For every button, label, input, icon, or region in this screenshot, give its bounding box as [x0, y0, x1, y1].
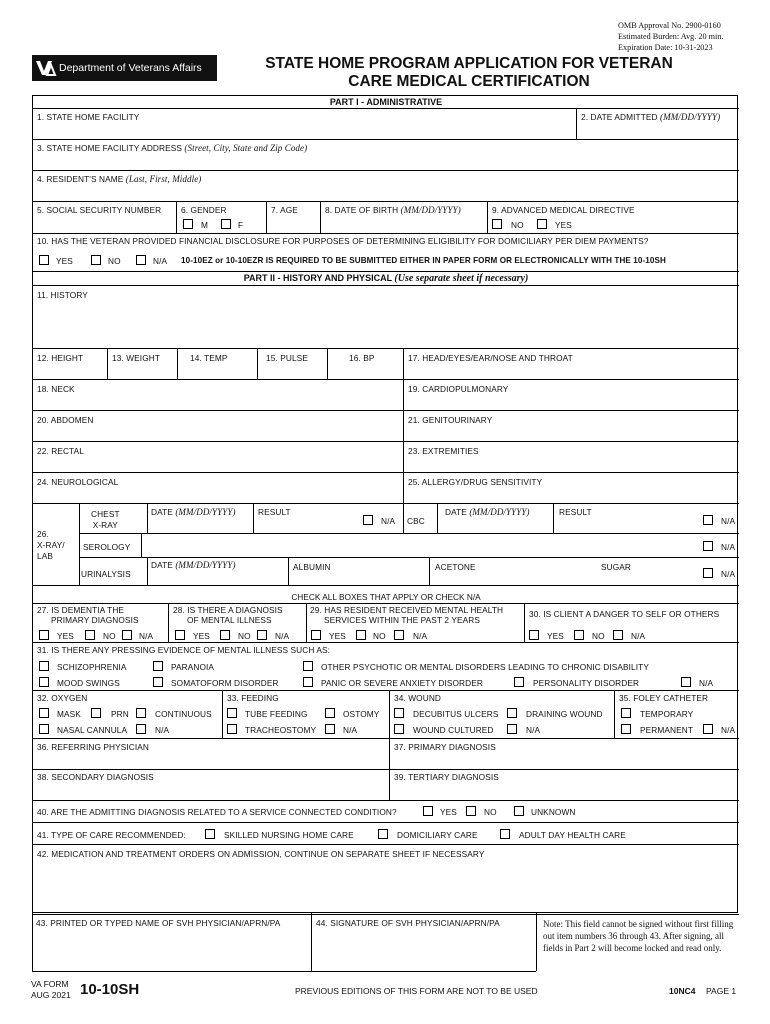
danger-na-checkbox[interactable]: [613, 630, 623, 640]
field-33-label: 33. FEEDING: [227, 693, 279, 703]
directive-no-checkbox[interactable]: [492, 219, 502, 229]
cbc-date-label: DATE (MM/DD/YYYY): [445, 507, 530, 517]
field-36-label: 36. REFERRING PHYSICIAN: [37, 742, 150, 752]
cbc-na-checkbox[interactable]: [703, 515, 713, 525]
mh-services-na-checkbox[interactable]: [394, 630, 404, 640]
field-28-label: 28. IS THERE A DIAGNOSIS OF MENTAL ILLNESS: [173, 605, 283, 625]
chest-na-checkbox[interactable]: [363, 515, 373, 525]
urinalysis-na-checkbox[interactable]: [703, 568, 713, 578]
chest-date-label: DATE (MM/DD/YYYY): [151, 507, 236, 517]
care-snh-label: SKILLED NURSING HOME CARE: [224, 830, 354, 840]
form-body: [32, 95, 738, 913]
field-14-label: 14. TEMP: [190, 353, 228, 363]
personality-checkbox[interactable]: [514, 677, 524, 687]
nasal-cannula-checkbox[interactable]: [39, 724, 49, 734]
mood-swings-checkbox[interactable]: [39, 677, 49, 687]
cbc-result-label: RESULT: [559, 507, 592, 517]
chest-xray-label: CHEST X-RAY: [91, 509, 120, 530]
field-12-label: 12. HEIGHT: [37, 353, 84, 363]
field-22-label: 22. RECTAL: [37, 446, 84, 456]
albumin-label: ALBUMIN: [293, 562, 331, 572]
paranoia-checkbox[interactable]: [153, 661, 163, 671]
footer-code: 10NC4: [669, 986, 696, 996]
va-logo-banner: [32, 55, 217, 81]
field-44-label: 44. SIGNATURE OF SVH PHYSICIAN/APRN/PA: [316, 918, 500, 928]
directive-yes-checkbox[interactable]: [537, 219, 547, 229]
service-connected-yes-checkbox[interactable]: [423, 806, 433, 816]
field-17-label: 17. HEAD/EYES/EAR/NOSE AND THROAT: [408, 353, 573, 363]
check-all-note: CHECK ALL BOXES THAT APPLY OR CHECK N/A: [291, 592, 481, 602]
field-31-label: 31. IS THERE ANY PRESSING EVIDENCE OF MENTAL ILLNESS SUCH AS:: [37, 645, 331, 655]
dementia-na-checkbox[interactable]: [122, 630, 132, 640]
mh-services-yes-checkbox[interactable]: [311, 630, 321, 640]
wound-cultured-label: WOUND CULTURED: [413, 725, 494, 735]
service-connected-unknown-label: UNKNOWN: [531, 807, 576, 817]
wound-cultured-checkbox[interactable]: [394, 724, 404, 734]
dementia-yes-label: YES: [57, 631, 74, 641]
service-connected-no-checkbox[interactable]: [466, 806, 476, 816]
disclosure-no-checkbox[interactable]: [91, 255, 101, 265]
danger-no-checkbox[interactable]: [574, 630, 584, 640]
tracheostomy-label: TRACHEOSTOMY: [245, 725, 317, 735]
agency-name: Department of Veterans Affairs: [59, 62, 202, 74]
part-1-heading: PART I - ADMINISTRATIVE: [329, 97, 443, 107]
field-40-label: 40. ARE THE ADMITTING DIAGNOSIS RELATED TO A SERVICE CONNECTED CONDITION?: [37, 807, 397, 817]
mh-services-no-checkbox[interactable]: [356, 630, 366, 640]
mh-services-yes-label: YES: [329, 631, 346, 641]
field-5-label: 5. SOCIAL SECURITY NUMBER: [37, 205, 162, 215]
field-35-label: 35. FOLEY CATHETER: [619, 693, 709, 703]
mental-dx-no-label: NO: [238, 631, 251, 641]
mental-dx-yes-checkbox[interactable]: [175, 630, 185, 640]
field-39-label: 39. TERTIARY DIAGNOSIS: [394, 772, 499, 782]
field-25-label: 25. ALLERGY/DRUG SENSITIVITY: [408, 477, 543, 487]
field-30-label: 30. IS CLIENT A DANGER TO SELF OR OTHERS: [529, 609, 720, 619]
field-3-label: 3. STATE HOME FACILITY ADDRESS (Street, City, State and Zip Code): [37, 143, 308, 153]
wound-na-label: N/A: [526, 725, 541, 735]
footer-va-form: VA FORM: [31, 979, 69, 989]
directive-no-label: NO: [511, 220, 524, 230]
schizophrenia-checkbox[interactable]: [39, 661, 49, 671]
dementia-no-checkbox[interactable]: [85, 630, 95, 640]
gender-f-label: F: [238, 220, 244, 230]
part-2-heading: PART II - HISTORY AND PHYSICAL (Use separate sheet if necessary): [243, 273, 529, 284]
mh-services-no-label: NO: [373, 631, 386, 641]
field-21-label: 21. GENITOURINARY: [408, 415, 493, 425]
panic-label: PANIC OR SEVERE ANXIETY DISORDER: [321, 678, 483, 688]
panic-checkbox[interactable]: [303, 677, 313, 687]
oxygen-mask-checkbox[interactable]: [39, 708, 49, 718]
field-37-label: 37. PRIMARY DIAGNOSIS: [394, 742, 496, 752]
tube-feeding-checkbox[interactable]: [227, 708, 237, 718]
dementia-na-label: N/A: [139, 631, 154, 641]
mental-na-checkbox[interactable]: [681, 677, 691, 687]
oxygen-continuous-checkbox[interactable]: [136, 708, 146, 718]
care-snh-checkbox[interactable]: [205, 829, 215, 839]
draining-wound-label: DRAINING WOUND: [526, 709, 603, 719]
mood-swings-label: MOOD SWINGS: [57, 678, 120, 688]
field-10-label: 10. HAS THE VETERAN PROVIDED FINANCIAL DISCLOSURE FOR PURPOSES OF DETERMINING ELIGIBILITY FOR DOMICILIARY PER DIEM PAYMENTS?: [37, 236, 649, 246]
field-15-label: 15. PULSE: [266, 353, 308, 363]
field-43-label: 43. PRINTED OR TYPED NAME OF SVH PHYSICIAN/APRN/PA: [36, 918, 281, 928]
decubitus-checkbox[interactable]: [394, 708, 404, 718]
somatoform-label: SOMATOFORM DISORDER: [171, 678, 279, 688]
field-20-label: 20. ABDOMEN: [37, 415, 94, 425]
serology-na-label: N/A: [721, 542, 736, 552]
dementia-no-label: NO: [103, 631, 116, 641]
field-27-label: 27. IS DEMENTIA THE PRIMARY DIAGNOSIS: [37, 605, 139, 625]
mental-dx-na-label: N/A: [275, 631, 290, 641]
oxygen-mask-label: MASK: [57, 709, 81, 719]
somatoform-checkbox[interactable]: [153, 677, 163, 687]
mental-na-label: N/A: [699, 678, 714, 688]
danger-yes-checkbox[interactable]: [529, 630, 539, 640]
field-24-label: 24. NEUROLOGICAL: [37, 477, 119, 487]
disclosure-no-label: NO: [108, 256, 121, 266]
urinalysis-na-label: N/A: [721, 569, 736, 579]
mh-services-na-label: N/A: [413, 631, 428, 641]
field-18-label: 18. NECK: [37, 384, 75, 394]
field-1-label: 1. STATE HOME FACILITY: [37, 112, 140, 122]
foley-temporary-label: TEMPORARY: [640, 709, 694, 719]
decubitus-label: DECUBITUS ULCERS: [413, 709, 499, 719]
oxygen-na-checkbox[interactable]: [136, 724, 146, 734]
foley-na-label: N/A: [721, 725, 736, 735]
service-connected-unknown-checkbox[interactable]: [514, 806, 524, 816]
danger-na-label: N/A: [631, 631, 646, 641]
omb-info: [618, 20, 723, 53]
other-psychotic-label: OTHER PSYCHOTIC OR MENTAL DISORDERS LEADING TO CHRONIC DISABILITY: [321, 662, 649, 672]
urinalysis-label: URINALYSIS: [81, 569, 131, 579]
care-dom-checkbox[interactable]: [378, 829, 388, 839]
signature-note: Note: This field cannot be signed without first filling out item numbers 36 through 43. After signing, all fields in Part 2 will become locked and read only.: [543, 919, 734, 953]
paranoia-label: PARANOIA: [171, 662, 215, 672]
urinalysis-date-label: DATE (MM/DD/YYYY): [151, 560, 236, 570]
sugar-label: SUGAR: [601, 562, 632, 572]
directive-yes-label: YES: [555, 220, 572, 230]
oxygen-prn-checkbox[interactable]: [91, 708, 101, 718]
field-9-label: 9. ADVANCED MEDICAL DIRECTIVE: [492, 205, 635, 215]
tube-feeding-label: TUBE FEEDING: [245, 709, 308, 719]
field-13-label: 13. WEIGHT: [112, 353, 161, 363]
va-seal-icon: [35, 58, 57, 78]
chest-result-label: RESULT: [258, 507, 291, 517]
field-29-label: 29. HAS RESIDENT RECEIVED MENTAL HEALTH SERVICES WITHIN THE PAST 2 YEARS: [310, 605, 504, 625]
field-16-label: 16. BP: [349, 353, 375, 363]
form-title: [239, 55, 699, 91]
field-8-label: 8. DATE OF BIRTH (MM/DD/YYYY): [325, 205, 461, 215]
title-line-1: STATE HOME PROGRAM APPLICATION FOR VETERAN: [265, 55, 673, 72]
serology-na-checkbox[interactable]: [703, 541, 713, 551]
footer-form-info: [31, 979, 71, 1001]
schizophrenia-label: SCHIZOPHRENIA: [57, 662, 127, 672]
field-2-label: 2. DATE ADMITTED (MM/DD/YYYY): [581, 112, 721, 122]
service-connected-yes-label: YES: [440, 807, 457, 817]
oxygen-prn-label: PRN: [111, 709, 129, 719]
nasal-cannula-label: NASAL CANNULA: [57, 725, 128, 735]
care-adhc-checkbox[interactable]: [500, 829, 510, 839]
footer-page: PAGE 1: [706, 986, 737, 996]
wound-na-checkbox[interactable]: [507, 724, 517, 734]
oxygen-na-label: N/A: [155, 725, 170, 735]
serology-label: SEROLOGY: [83, 542, 131, 552]
omb-approval: OMB Approval No. 2900-0160: [618, 21, 721, 30]
ostomy-checkbox[interactable]: [325, 708, 335, 718]
mental-dx-yes-label: YES: [193, 631, 210, 641]
form-header: [32, 55, 738, 95]
disclosure-yes-label: YES: [56, 256, 73, 266]
field-6-label: 6. GENDER: [181, 205, 227, 215]
care-adhc-label: ADULT DAY HEALTH CARE: [519, 830, 626, 840]
foley-permanent-label: PERMANENT: [640, 725, 693, 735]
tracheostomy-checkbox[interactable]: [227, 724, 237, 734]
acetone-label: ACETONE: [435, 562, 476, 572]
cbc-na-label: N/A: [721, 516, 736, 526]
disclosure-yes-checkbox[interactable]: [39, 255, 49, 265]
omb-expiration: Expiration Date: 10-31-2023: [618, 43, 713, 52]
cbc-label: CBC: [407, 516, 425, 526]
gender-m-checkbox[interactable]: [183, 219, 193, 229]
other-psychotic-checkbox[interactable]: [303, 661, 313, 671]
foley-na-checkbox[interactable]: [703, 724, 713, 734]
disclosure-note: 10-10EZ or 10-10EZR IS REQUIRED TO BE SUBMITTED EITHER IN PAPER FORM OR ELECTRONICALLY WITH THE 10-10SH: [181, 256, 666, 265]
foley-temporary-checkbox[interactable]: [621, 708, 631, 718]
field-7-label: 7. AGE: [271, 205, 298, 215]
chest-na-label: N/A: [381, 516, 396, 526]
mental-dx-na-checkbox[interactable]: [257, 630, 267, 640]
field-26-label: 26. X-RAY/ LAB: [37, 529, 65, 561]
field-38-label: 38. SECONDARY DIAGNOSIS: [37, 772, 154, 782]
care-dom-label: DOMICILIARY CARE: [397, 830, 478, 840]
feeding-na-label: N/A: [343, 725, 358, 735]
disclosure-na-checkbox[interactable]: [136, 255, 146, 265]
service-connected-no-label: NO: [484, 807, 497, 817]
omb-burden: Estimated Burden: Avg. 20 min.: [618, 32, 724, 41]
footer-date: AUG 2021: [31, 990, 71, 1000]
title-line-2: CARE MEDICAL CERTIFICATION: [348, 73, 590, 90]
foley-permanent-checkbox[interactable]: [621, 724, 631, 734]
ostomy-label: OSTOMY: [343, 709, 380, 719]
field-34-label: 34. WOUND: [394, 693, 441, 703]
danger-yes-label: YES: [547, 631, 564, 641]
personality-label: PERSONALITY DISORDER: [533, 678, 640, 688]
field-11-label: 11. HISTORY: [37, 290, 88, 300]
field-19-label: 19. CARDIOPULMONARY: [408, 384, 509, 394]
field-23-label: 23. EXTREMITIES: [408, 446, 479, 456]
footer-form-number: 10-10SH: [80, 981, 140, 998]
footer-prev-editions: PREVIOUS EDITIONS OF THIS FORM ARE NOT TO BE USED: [295, 986, 538, 996]
mental-dx-no-checkbox[interactable]: [220, 630, 230, 640]
draining-wound-checkbox[interactable]: [507, 708, 517, 718]
oxygen-continuous-label: CONTINUOUS: [155, 709, 212, 719]
field-4-label: 4. RESIDENT'S NAME (Last, First, Middle): [37, 174, 202, 184]
gender-f-checkbox[interactable]: [221, 219, 231, 229]
dementia-yes-checkbox[interactable]: [39, 630, 49, 640]
gender-m-label: M: [201, 220, 209, 230]
disclosure-na-label: N/A: [153, 256, 168, 266]
field-42-label: 42. MEDICATION AND TREATMENT ORDERS ON ADMISSION, CONTINUE ON SEPARATE SHEET IF NECESSARY: [37, 849, 485, 859]
feeding-na-checkbox[interactable]: [325, 724, 335, 734]
field-41-label: 41. TYPE OF CARE RECOMMENDED:: [37, 830, 186, 840]
danger-no-label: NO: [592, 631, 605, 641]
field-32-label: 32. OXYGEN: [37, 693, 88, 703]
